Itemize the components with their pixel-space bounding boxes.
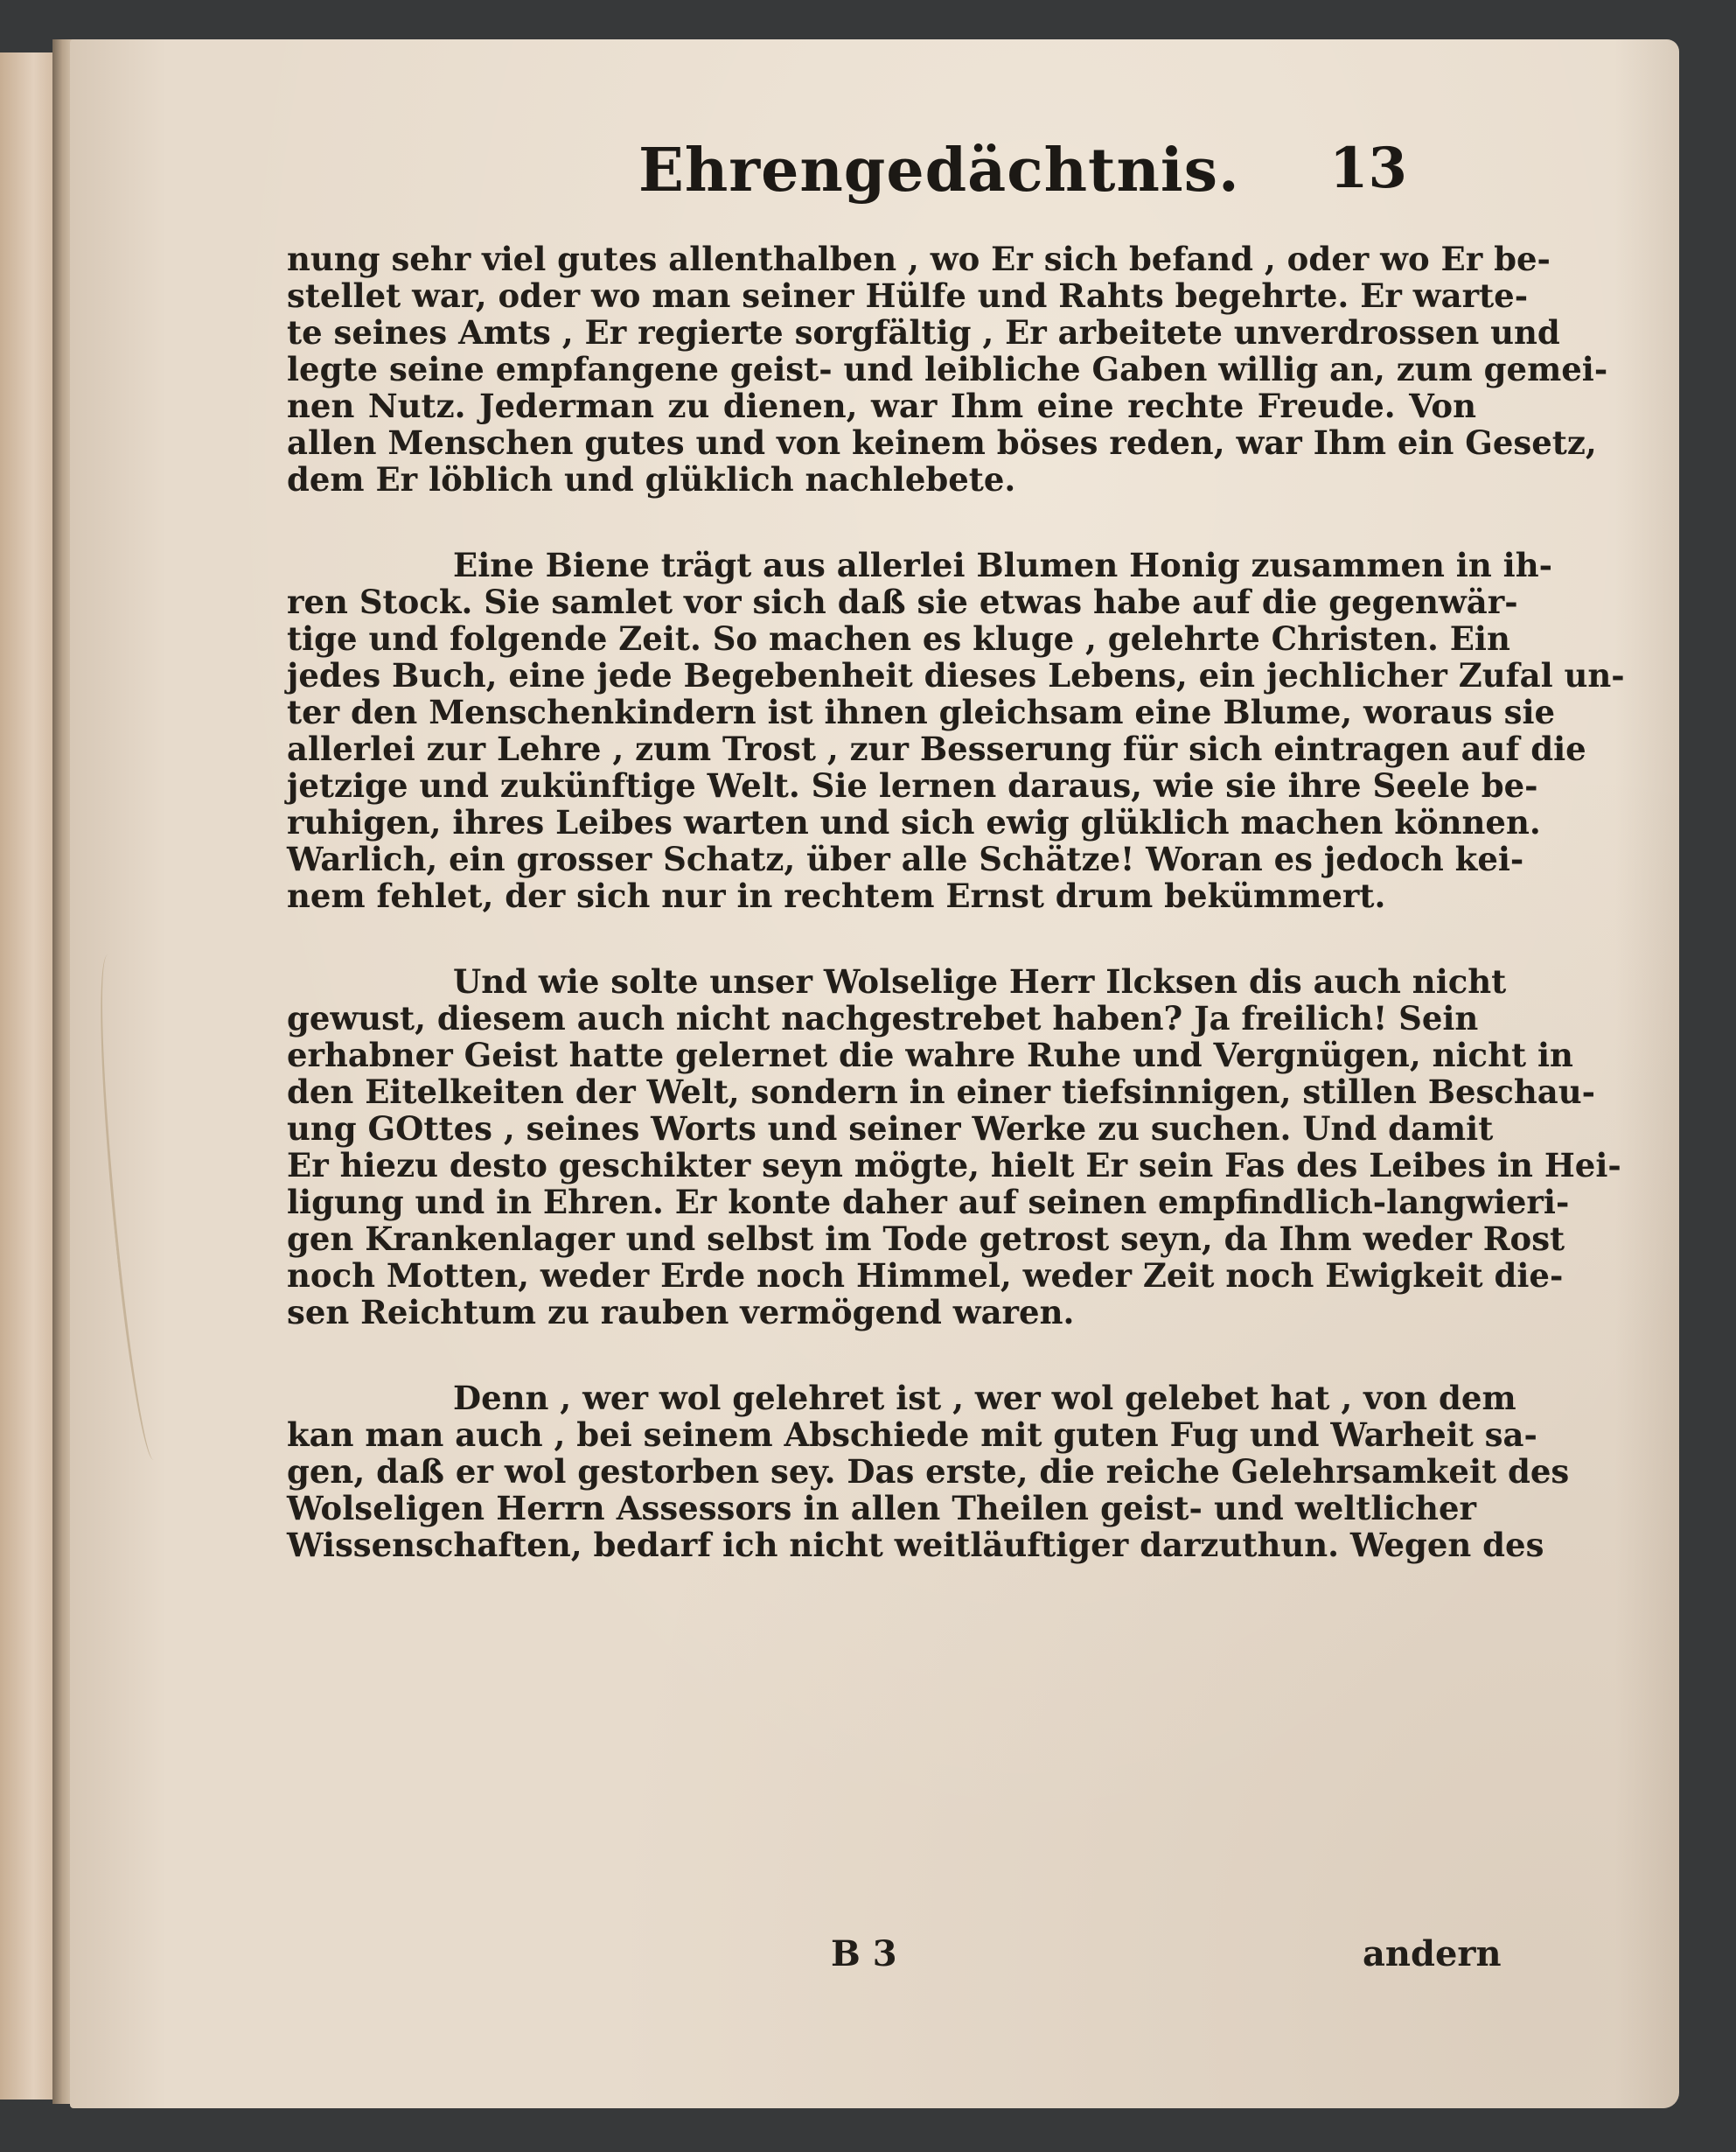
paragraph: [287, 240, 1608, 499]
running-title: Ehrengedächtnis.: [638, 136, 1240, 206]
body-text: [287, 240, 1625, 1564]
text-line: nen Nutz. Jederman zu dienen, war Ihm eine rechte Freude. Von: [287, 387, 1476, 425]
page-footer: [0, 1933, 1736, 1986]
text-line: Und wie solte unser Wolselige Herr Ilcksen dis auch nicht: [453, 962, 1507, 1001]
paragraph: [287, 962, 1621, 1331]
paragraph-gap: [287, 498, 1476, 547]
text-line: nem fehlet, der sich nur in rechtem Ernst drum bekümmert.: [287, 877, 1386, 915]
text-line: tige und folgende Zeit. So machen es kluge , gelehrte Christen. Ein: [287, 619, 1510, 658]
text-line: ligung und in Ehren. Er konte daher auf seinen empfindlich-langwieri-: [287, 1183, 1570, 1221]
text-line: Wissenschaften, bedarf ich nicht weitläuftiger darzuthun. Wegen des: [287, 1526, 1544, 1564]
text-line: ruhigen, ihres Leibes warten und sich ewig glüklich machen können.: [287, 803, 1541, 842]
paragraph: [287, 1379, 1570, 1564]
text-line: legte seine empfangene geist- und leibliche Gaben willig an, zum gemei-: [287, 350, 1608, 388]
catchword: andern: [1363, 1933, 1502, 1974]
text-line: Eine Biene trägt aus allerlei Blumen Honig zusammen in ih-: [453, 546, 1552, 584]
text-line: nung sehr viel gutes allenthalben , wo Er sich befand , oder wo Er be-: [287, 240, 1551, 278]
text-line: dem Er löblich und glüklich nachlebete.: [287, 460, 1016, 499]
text-line: gewust, diesem auch nicht nachgestrebet haben? Ja freilich! Sein: [287, 999, 1479, 1038]
text-line: ren Stock. Sie samlet vor sich daß sie etwas habe auf die gegenwär-: [287, 583, 1518, 621]
text-line: gen Krankenlager und selbst im Tode getrost seyn, da Ihm weder Rost: [287, 1219, 1565, 1258]
signature-mark: B 3: [831, 1933, 897, 1974]
text-line: noch Motten, weder Erde noch Himmel, weder Zeit noch Ewigkeit die-: [287, 1256, 1564, 1295]
text-line: sen Reichtum zu rauben vermögend waren.: [287, 1293, 1075, 1331]
page-number: 13: [1329, 136, 1408, 201]
text-line: Denn , wer wol gelehret ist , wer wol gelebet hat , von dem: [453, 1379, 1516, 1417]
text-line: jedes Buch, eine jede Begebenheit dieses Lebens, ein jechlicher Zufal un-: [287, 656, 1625, 695]
text-line: Er hiezu desto geschikter seyn mögte, hielt Er sein Fas des Leibes in Hei-: [287, 1146, 1621, 1184]
text-line: erhabner Geist hatte gelernet die wahre Ruhe und Vergnügen, nicht in: [287, 1036, 1573, 1074]
running-header: [0, 136, 1736, 214]
text-line: allerlei zur Lehre , zum Trost , zur Besserung für sich eintragen auf die: [287, 730, 1586, 768]
text-line: ung GOttes , seines Worts und seiner Werke zu suchen. Und damit: [287, 1109, 1494, 1148]
text-line: gen, daß er wol gestorben sey. Das erste, die reiche Gelehrsamkeit des: [287, 1452, 1570, 1491]
text-line: den Eitelkeiten der Welt, sondern in einer tiefsinnigen, stillen Beschau-: [287, 1073, 1596, 1111]
text-line: allen Menschen gutes und von keinem böses reden, war Ihm ein Gesetz,: [287, 423, 1597, 462]
paragraph-gap: [287, 1331, 1476, 1380]
text-line: jetzige und zukünftige Welt. Sie lernen daraus, wie sie ihre Seele be-: [287, 766, 1538, 805]
text-line: Wolseligen Herrn Assessors in allen Theilen geist- und weltlicher: [287, 1489, 1476, 1527]
paragraph: [287, 546, 1625, 915]
text-line: te seines Amts , Er regierte sorgfältig , Er arbeitete unverdrossen und: [287, 313, 1560, 352]
paragraph-gap: [287, 914, 1476, 963]
text-line: kan man auch , bei seinem Abschiede mit guten Fug und Warheit sa-: [287, 1415, 1537, 1454]
text-line: Warlich, ein grosser Schatz, über alle Schätze! Woran es jedoch kei-: [287, 840, 1524, 878]
text-line: stellet war, oder wo man seiner Hülfe und Rahts begehrte. Er warte-: [287, 276, 1529, 315]
text-line: ter den Menschenkindern ist ihnen gleichsam eine Blume, woraus sie: [287, 693, 1556, 731]
